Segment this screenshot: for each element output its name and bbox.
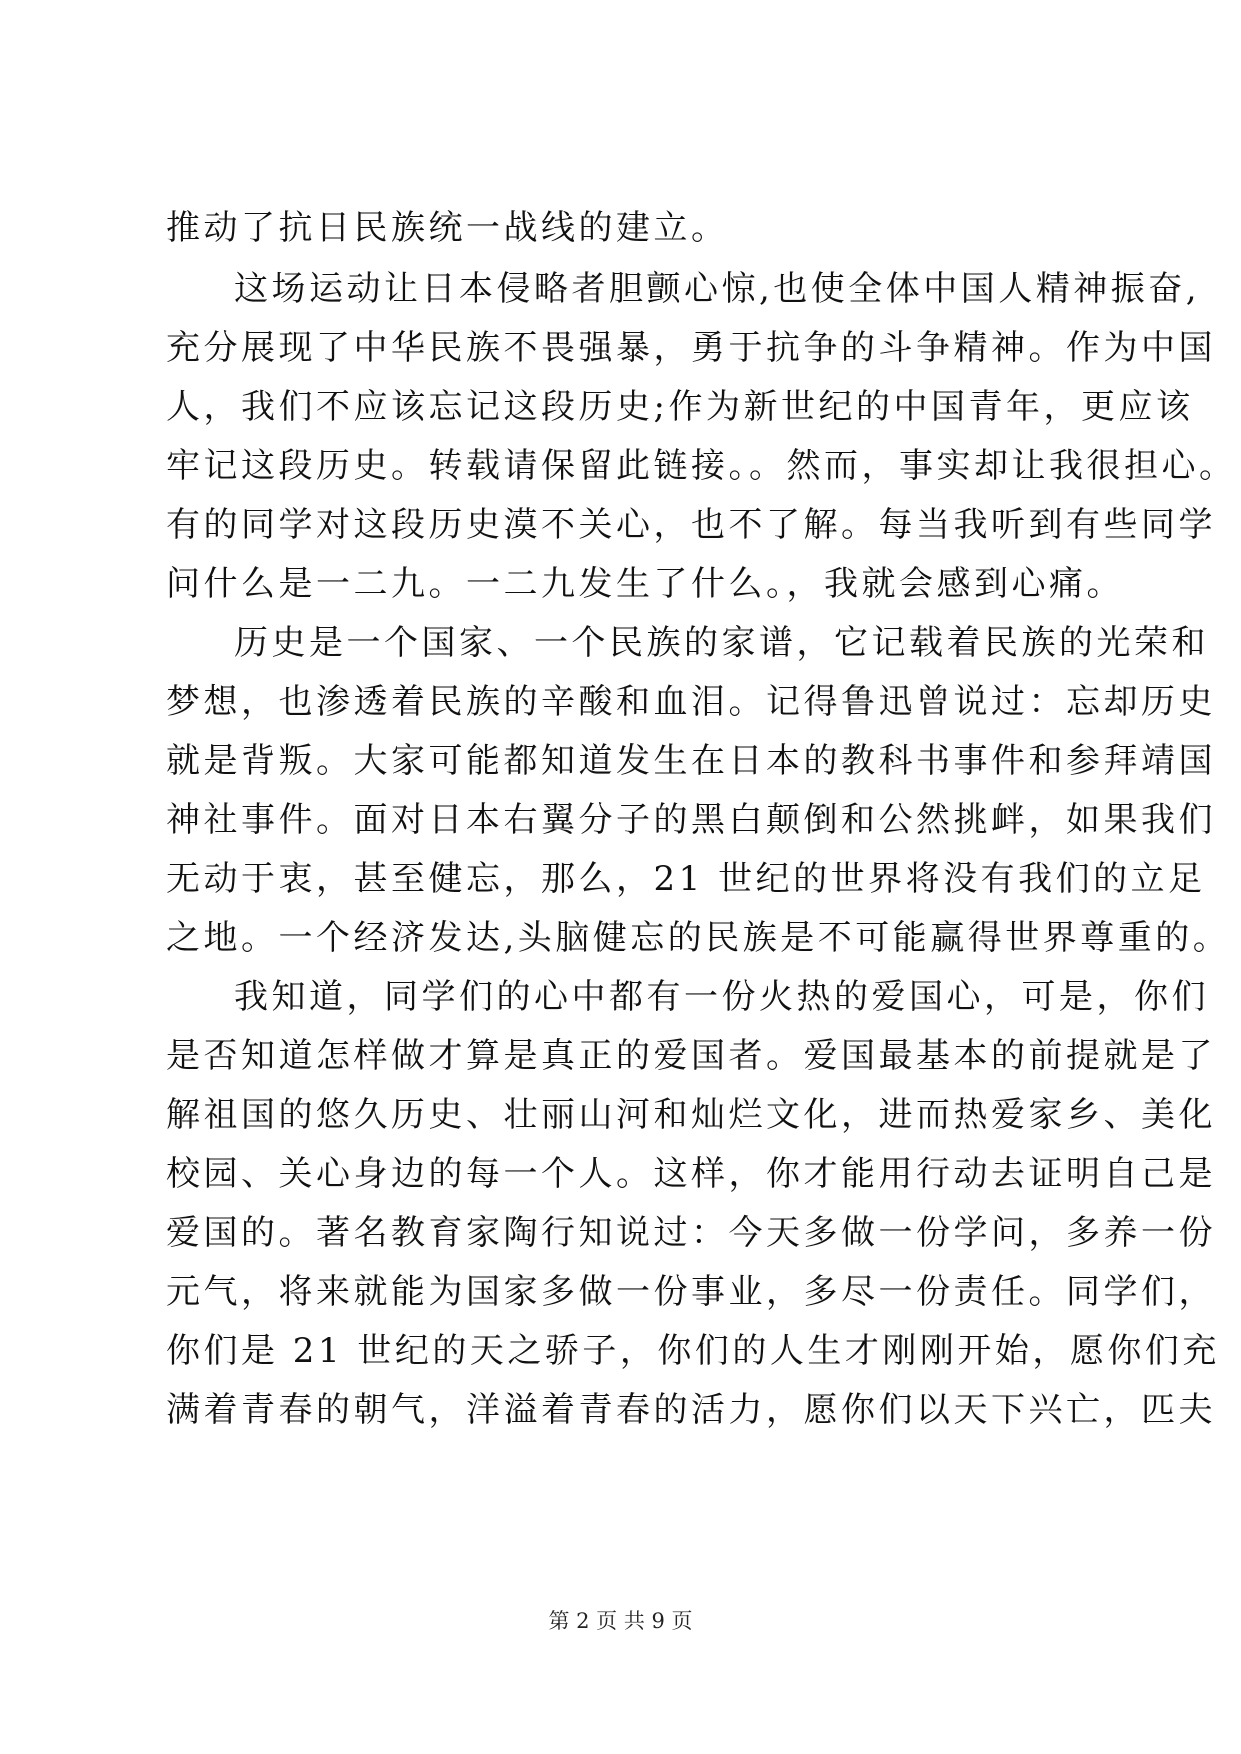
text-line: 问什么是一二九。一二九发生了什么。，我就会感到心痛。 (166, 564, 1124, 604)
text-line: 爱国的。著名教育家陶行知说过：今天多做一份学问，多养一份 (166, 1213, 1216, 1253)
text-line: 是否知道怎样做才算是真正的爱国者。爱国最基本的前提就是了 (166, 1036, 1216, 1076)
text-line: 充分展现了中华民族不畏强暴，勇于抗争的斗争精神。作为中国 (166, 328, 1216, 368)
text-line: 人，我们不应该忘记这段历史;作为新世纪的中国青年，更应该 (166, 387, 1194, 427)
paragraph-first-line: 历史是一个国家、一个民族的家谱，它记载着民族的光荣和 (234, 623, 1209, 663)
text-line: 牢记这段历史。转载请保留此链接。。然而，事实却让我很担心。 (166, 446, 1237, 486)
page-number-footer: 第 2 页 共 9 页 (548, 1609, 693, 1633)
text-line: 就是背叛。大家可能都知道发生在日本的教科书事件和参拜靖国 (166, 741, 1216, 781)
text-line: 神社事件。面对日本右翼分子的黑白颠倒和公然挑衅，如果我们 (166, 800, 1216, 840)
text-line: 你们是 21 世纪的天之骄子，你们的人生才刚刚开始，愿你们充 (166, 1331, 1220, 1371)
text-line: 元气，将来就能为国家多做一份事业，多尽一份责任。同学们， (166, 1272, 1216, 1312)
paragraph-first-line: 我知道，同学们的心中都有一份火热的爱国心，可是，你们 (234, 977, 1209, 1017)
text-line: 无动于衷，甚至健忘，那么，21 世纪的世界将没有我们的立足 (166, 859, 1206, 899)
text-line: 有的同学对这段历史漠不关心，也不了解。每当我听到有些同学 (166, 505, 1216, 545)
text-line: 梦想，也渗透着民族的辛酸和血泪。记得鲁迅曾说过：忘却历史 (166, 682, 1216, 722)
paragraph-first-line: 这场运动让日本侵略者胆颤心惊,也使全体中国人精神振奋, (234, 269, 1201, 309)
text-line: 满着青春的朝气，洋溢着青春的活力，愿你们以天下兴亡，匹夫 (166, 1390, 1216, 1430)
text-line: 解祖国的悠久历史、壮丽山河和灿烂文化，进而热爱家乡、美化 (166, 1095, 1216, 1135)
text-line: 之地。一个经济发达,头脑健忘的民族是不可能赢得世界尊重的。 (166, 918, 1231, 958)
text-line: 校园、关心身边的每一个人。这样，你才能用行动去证明自己是 (166, 1154, 1216, 1194)
text-line: 推动了抗日民族统一战线的建立。 (166, 208, 729, 248)
